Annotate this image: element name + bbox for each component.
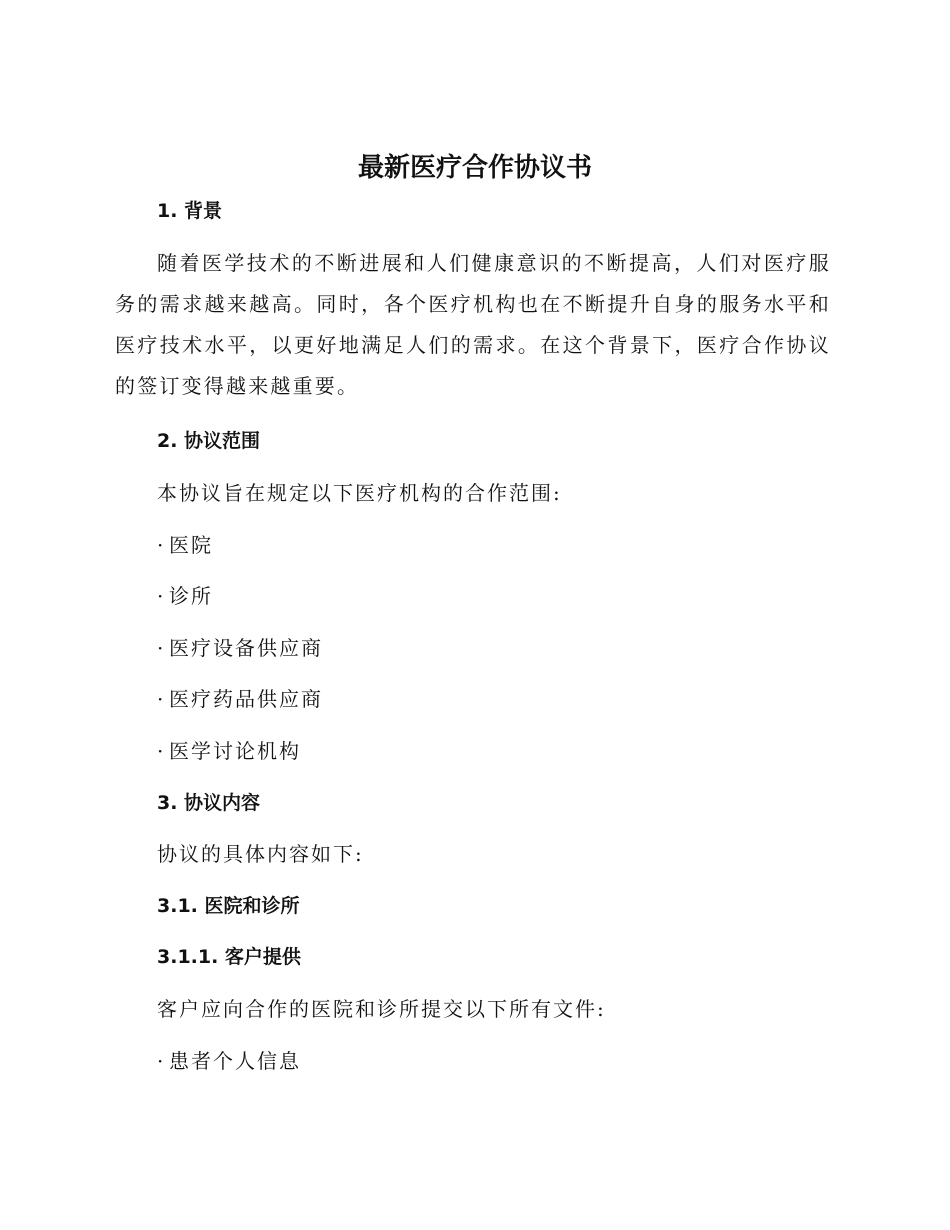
bullet-mark: · [157,533,164,557]
bullet-mark: · [157,584,164,608]
bullet-mark: · [157,687,164,711]
scope-intro: 本协议旨在规定以下医疗机构的合作范围: [157,481,562,505]
heading-scope: 2. 协议范围 [157,430,261,452]
list-item [157,633,323,663]
bullet-mark: · [157,1049,164,1073]
list-item-text: 医学讨论机构 [169,739,301,763]
list-item-text: 医疗药品供应商 [169,687,323,711]
list-item-text: 医院 [169,533,213,557]
document-title: 最新医疗合作协议书 [357,153,592,183]
heading-client-provides: 3.1.1. 客户提供 [157,946,301,968]
list-item [157,684,323,714]
bullet-mark: · [157,636,164,660]
list-item-text: 医疗设备供应商 [169,636,323,660]
list-item [157,736,301,766]
heading-content: 3. 协议内容 [157,792,261,814]
content-intro: 协议的具体内容如下: [157,842,364,866]
list-item [157,581,213,611]
client-provides-intro: 客户应向合作的医院和诊所提交以下所有文件: [157,997,606,1021]
bullet-mark: · [157,739,164,763]
list-item-text: 患者个人信息 [169,1049,301,1073]
list-item [157,1046,301,1076]
list-item-text: 诊所 [169,584,213,608]
heading-hospitals-clinics: 3.1. 医院和诊所 [157,895,300,917]
list-item [157,530,213,560]
background-paragraph: 随着医学技术的不断进展和人们健康意识的不断提高，人们对医疗服务的需求越来越高。同时，各个医疗机构也在不断提升自身的服务水平和医疗技术水平，以更好地满足人们的需求。在这个背景下，医疗合作协议的签订变得越来越重要。 [115,251,831,398]
heading-background: 1. 背景 [157,200,223,222]
